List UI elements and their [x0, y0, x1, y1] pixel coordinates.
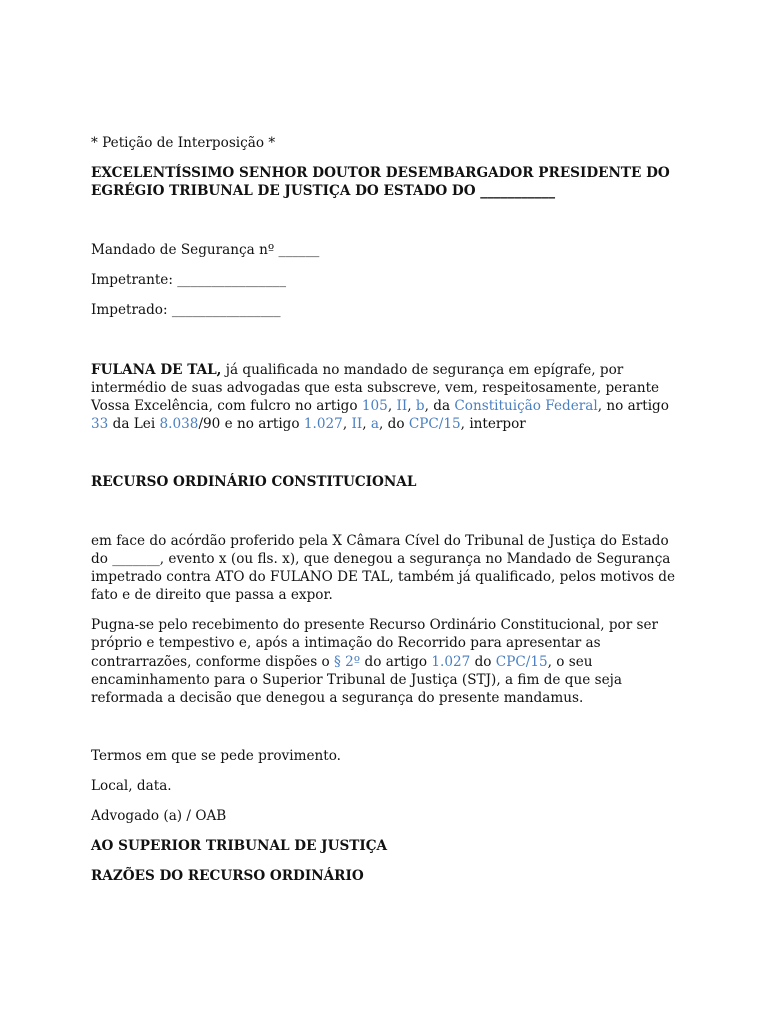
party-name: FULANA DE TAL,	[91, 361, 222, 378]
link-alinea-a[interactable]: a	[370, 416, 379, 433]
impetrado-field: Impetrado: ________________	[91, 302, 281, 319]
face-paragraph: em face do acórdão proferido pela X Câmara Cível do Tribunal de Justiça do Estado do _______, evento x (ou fls. x), que denegou a segurança no Mandado de Segurança impetrado contra ATO do FULANO DE TAL, também já qualificado, pelos motivos de fato e de direito que passa a expor.	[91, 532, 676, 604]
link-artigo-105[interactable]: 105	[361, 398, 388, 415]
razoes-title: RAZÕES DO RECURSO ORDINÁRIO	[91, 868, 364, 885]
link-artigo-1027[interactable]: 1.027	[303, 416, 343, 433]
link-inciso-ii-cpc[interactable]: II	[351, 416, 363, 433]
link-cpc-15[interactable]: CPC/15	[408, 416, 461, 433]
link-cpc-15-b[interactable]: CPC/15	[495, 653, 548, 670]
document-page	[91, 134, 681, 885]
recurso-title: RECURSO ORDINÁRIO CONSTITUCIONAL	[91, 474, 417, 491]
link-artigo-1027-b[interactable]: 1.027	[431, 653, 471, 670]
petition-type-note: * Petição de Interposição *	[91, 135, 276, 151]
link-paragrafo-2[interactable]: § 2º	[334, 653, 361, 670]
link-artigo-33[interactable]: 33	[91, 416, 109, 433]
impetrante-field: Impetrante: ________________	[91, 272, 286, 289]
closing-local-data: Local, data.	[91, 778, 172, 795]
closing-termos: Termos em que se pede provimento.	[91, 748, 341, 765]
closing-advogado: Advogado (a) / OAB	[91, 808, 227, 825]
link-constituicao-federal[interactable]: Constituição Federal	[454, 398, 598, 415]
intro-paragraph: FULANA DE TAL, já qualificada no mandado de segurança em epígrafe, por intermédio de suas advogadas que esta subscreve, vem, respeitosamente, perante Vossa Excelência, com fulcro no artigo 105, II, b, da Constituição Federal, no artigo 33 da Lei 8.038/90 e no artigo 1.027, II, a, do CPC/15, interpor	[91, 361, 669, 433]
stj-title: AO SUPERIOR TRIBUNAL DE JUSTIÇA	[91, 838, 388, 855]
link-alinea-b[interactable]: b	[415, 398, 425, 415]
pugna-paragraph: Pugna-se pelo recebimento do presente Recurso Ordinário Constitucional, por ser próprio e tempestivo e, após a intimação do Recorrido para apresentar as contrarrazões, conforme dispões o § 2º do artigo 1.027 do CPC/15, o seu encaminhamento para o Superior Tribunal de Justiça (STJ), a fim de que seja reformada a decisão que denegou a segurança do presente mandamus.	[91, 617, 659, 707]
case-number-field: Mandado de Segurança nº ______	[91, 242, 320, 259]
link-lei-8038[interactable]: 8.038	[159, 416, 199, 433]
court-address: EXCELENTÍSSIMO SENHOR DOUTOR DESEMBARGADOR PRESIDENTE DO EGRÉGIO TRIBUNAL DE JUSTIÇA DO ESTADO DO ___________	[91, 165, 670, 200]
link-inciso-ii[interactable]: II	[396, 398, 408, 415]
